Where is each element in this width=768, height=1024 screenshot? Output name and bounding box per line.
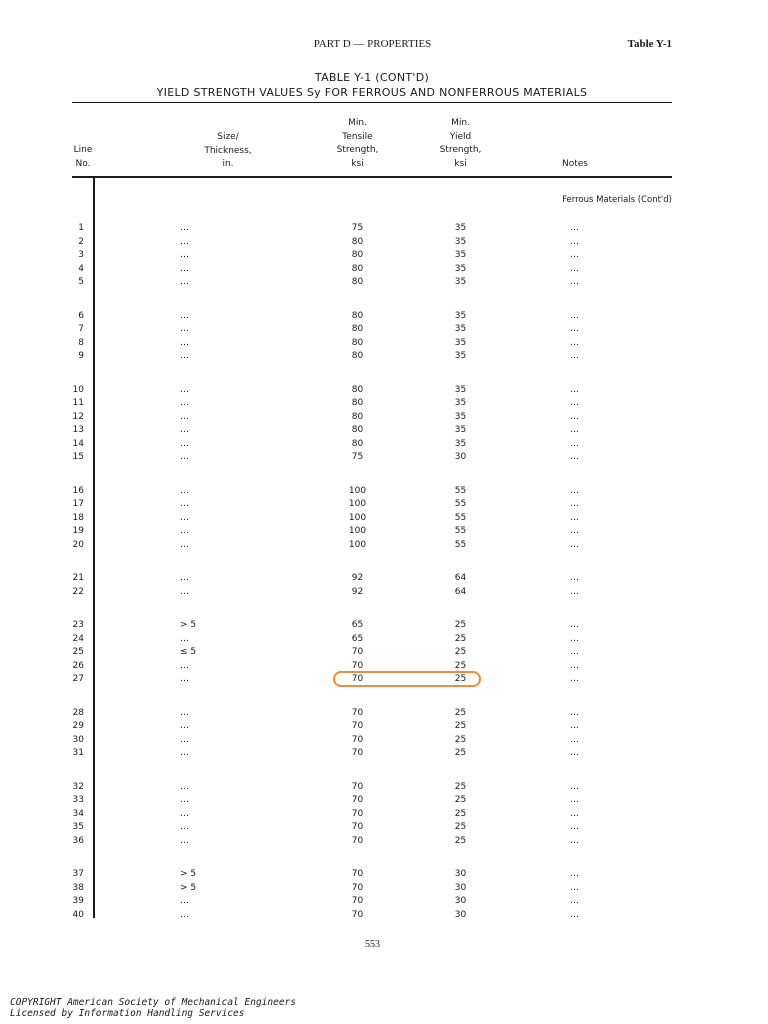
size-cell: … bbox=[180, 660, 189, 671]
size-cell: … bbox=[180, 721, 189, 731]
line-no-cell: 10 bbox=[72, 384, 84, 395]
size-cell: … bbox=[180, 384, 189, 395]
notes-cell: … bbox=[570, 411, 579, 422]
notes-cell: … bbox=[570, 337, 579, 348]
tensile-cell: 92 bbox=[351, 586, 364, 597]
line-no-cell: 6 bbox=[78, 310, 84, 321]
yield-cell: 25 bbox=[454, 734, 467, 745]
line-no-cell: 24 bbox=[72, 633, 84, 644]
col-header-size-2: Thickness, bbox=[204, 145, 252, 156]
tensile-cell: 70 bbox=[351, 896, 364, 906]
table-title: TABLE Y-1 (CONT'D) bbox=[314, 71, 430, 84]
notes-cell: … bbox=[570, 808, 579, 819]
top-rule bbox=[72, 102, 672, 103]
notes-cell: … bbox=[570, 781, 579, 792]
line-no-cell: 28 bbox=[72, 707, 84, 718]
notes-cell: … bbox=[570, 721, 579, 731]
notes-cell: … bbox=[570, 351, 579, 361]
tensile-cell: 80 bbox=[351, 384, 364, 395]
header-rule bbox=[72, 176, 672, 178]
line-no-cell: 35 bbox=[72, 822, 84, 832]
size-cell: … bbox=[180, 250, 189, 260]
notes-cell: … bbox=[570, 660, 579, 671]
tensile-cell: 80 bbox=[351, 425, 364, 435]
tensile-cell: 100 bbox=[348, 499, 367, 509]
tensile-cell: 80 bbox=[351, 351, 364, 361]
notes-cell: … bbox=[570, 647, 579, 657]
size-cell: … bbox=[180, 795, 189, 805]
tensile-cell: 70 bbox=[351, 869, 364, 879]
yield-cell: 25 bbox=[454, 795, 467, 805]
notes-cell: … bbox=[570, 707, 579, 718]
notes-cell: … bbox=[570, 734, 579, 745]
line-no-cell: 14 bbox=[72, 438, 84, 449]
section-label: Ferrous Materials (Cont'd) bbox=[562, 195, 672, 205]
size-cell: … bbox=[180, 748, 189, 758]
yield-cell: 25 bbox=[454, 822, 467, 832]
size-cell: > 5 bbox=[180, 869, 197, 879]
col-header-tensile-2: Tensile bbox=[342, 131, 373, 142]
line-no-cell: 1 bbox=[78, 223, 84, 233]
yield-cell: 64 bbox=[454, 586, 467, 597]
tensile-cell: 80 bbox=[351, 310, 364, 321]
yield-cell: 35 bbox=[454, 263, 467, 274]
part-title: PART D — PROPERTIES bbox=[313, 38, 432, 50]
size-cell: … bbox=[180, 822, 189, 832]
col-header-yield-3: Strength, bbox=[439, 145, 482, 155]
size-cell: … bbox=[180, 526, 189, 536]
size-cell: … bbox=[180, 734, 189, 745]
yield-cell: 30 bbox=[454, 909, 467, 920]
col-header-size-3: in. bbox=[222, 159, 234, 169]
line-no-cell: 26 bbox=[72, 660, 84, 671]
yield-cell: 25 bbox=[454, 633, 467, 644]
notes-cell: … bbox=[570, 526, 579, 536]
tensile-cell: 80 bbox=[351, 277, 364, 287]
yield-cell: 25 bbox=[454, 620, 467, 630]
line-no-cell: 38 bbox=[72, 882, 84, 893]
notes-cell: … bbox=[570, 263, 579, 274]
col-header-yield-2: Yield bbox=[449, 131, 472, 142]
page-number: 553 bbox=[365, 939, 380, 950]
tensile-cell: 75 bbox=[351, 452, 364, 462]
tensile-cell: 100 bbox=[348, 539, 367, 550]
notes-cell: … bbox=[570, 909, 579, 920]
size-cell: … bbox=[180, 411, 189, 422]
size-cell: … bbox=[180, 263, 189, 274]
notes-cell: … bbox=[570, 485, 579, 496]
tensile-cell: 100 bbox=[348, 512, 367, 523]
yield-cell: 30 bbox=[454, 896, 467, 906]
yield-cell: 25 bbox=[454, 808, 467, 819]
tensile-cell: 65 bbox=[351, 620, 364, 630]
col-header-tensile bbox=[320, 117, 395, 171]
yield-cell: 25 bbox=[454, 674, 467, 684]
line-no-cell: 33 bbox=[72, 795, 84, 805]
line-no-cell: 21 bbox=[72, 573, 84, 583]
notes-cell: … bbox=[570, 674, 579, 684]
yield-cell: 30 bbox=[454, 882, 467, 893]
line-no-cell: 4 bbox=[78, 263, 84, 274]
line-no-cell: 7 bbox=[78, 324, 84, 334]
col-header-line-no-1: Line bbox=[73, 145, 93, 155]
size-cell: … bbox=[180, 573, 189, 583]
tensile-cell: 80 bbox=[351, 236, 364, 247]
yield-cell: 25 bbox=[454, 707, 467, 718]
notes-cell: … bbox=[570, 499, 579, 509]
yield-cell: 55 bbox=[454, 526, 467, 536]
tensile-cell: 70 bbox=[351, 647, 364, 657]
size-cell: … bbox=[180, 236, 189, 247]
size-cell: > 5 bbox=[180, 620, 197, 630]
size-cell: … bbox=[180, 909, 189, 920]
size-cell: … bbox=[180, 586, 189, 597]
line-no-cell: 25 bbox=[72, 647, 84, 657]
size-cell: … bbox=[180, 808, 189, 819]
col-header-tensile-3: Strength, bbox=[336, 145, 379, 155]
yield-cell: 30 bbox=[454, 869, 467, 879]
size-cell: … bbox=[180, 512, 189, 523]
notes-cell: … bbox=[570, 425, 579, 435]
size-cell: ≤ 5 bbox=[180, 647, 197, 657]
yield-cell: 35 bbox=[454, 384, 467, 395]
line-no-cell: 37 bbox=[72, 869, 84, 879]
notes-cell: … bbox=[570, 869, 579, 879]
tensile-cell: 65 bbox=[351, 633, 364, 644]
notes-cell: … bbox=[570, 620, 579, 630]
size-cell: … bbox=[180, 277, 189, 287]
notes-cell: … bbox=[570, 310, 579, 321]
yield-cell: 25 bbox=[454, 647, 467, 657]
col-header-yield bbox=[423, 117, 498, 171]
size-cell: … bbox=[180, 707, 189, 718]
size-cell: … bbox=[180, 398, 189, 408]
line-no-cell: 12 bbox=[72, 411, 84, 422]
yield-cell: 35 bbox=[454, 411, 467, 422]
tensile-cell: 70 bbox=[351, 748, 364, 758]
yield-cell: 35 bbox=[454, 398, 467, 408]
col-header-size-1: Size/ bbox=[217, 132, 239, 142]
yield-cell: 25 bbox=[454, 721, 467, 731]
col-header-yield-4: ksi bbox=[454, 158, 467, 169]
line-no-cell: 15 bbox=[72, 452, 84, 462]
notes-cell: … bbox=[570, 586, 579, 597]
yield-cell: 35 bbox=[454, 438, 467, 449]
notes-cell: … bbox=[570, 795, 579, 805]
line-no-cell: 17 bbox=[72, 499, 84, 509]
tensile-cell: 80 bbox=[351, 337, 364, 348]
size-cell: … bbox=[180, 223, 189, 233]
yield-cell: 55 bbox=[454, 539, 467, 550]
tensile-cell: 80 bbox=[351, 324, 364, 334]
footer-license: Licensed by Information Handling Services bbox=[10, 1008, 245, 1019]
line-no-cell: 36 bbox=[72, 835, 84, 846]
size-cell: … bbox=[180, 633, 189, 644]
yield-cell: 35 bbox=[454, 324, 467, 334]
size-cell: … bbox=[180, 452, 189, 462]
line-no-cell: 2 bbox=[78, 236, 84, 247]
col-header-tensile-1: Min. bbox=[348, 118, 367, 128]
line-no-cell: 9 bbox=[78, 351, 84, 361]
notes-cell: … bbox=[570, 539, 579, 550]
table-subtitle: YIELD STRENGTH VALUES Sy FOR FERROUS AND NONFERROUS MATERIALS bbox=[156, 86, 588, 99]
tensile-cell: 70 bbox=[351, 660, 364, 671]
notes-cell: … bbox=[570, 633, 579, 644]
yield-cell: 55 bbox=[454, 499, 467, 509]
notes-cell: … bbox=[570, 250, 579, 260]
tensile-cell: 100 bbox=[348, 485, 367, 496]
size-cell: … bbox=[180, 674, 189, 684]
line-no-cell: 40 bbox=[72, 909, 84, 920]
line-no-cell: 22 bbox=[72, 586, 84, 597]
tensile-cell: 70 bbox=[351, 707, 364, 718]
line-no-divider bbox=[93, 178, 95, 918]
line-no-cell: 39 bbox=[72, 896, 84, 906]
yield-cell: 25 bbox=[454, 835, 467, 846]
size-cell: … bbox=[180, 310, 189, 321]
line-no-cell: 29 bbox=[72, 721, 84, 731]
tensile-cell: 70 bbox=[351, 781, 364, 792]
col-header-size bbox=[188, 131, 268, 172]
size-cell: … bbox=[180, 539, 189, 550]
line-no-cell: 18 bbox=[72, 512, 84, 523]
col-header-tensile-4: ksi bbox=[351, 158, 364, 169]
line-no-cell: 3 bbox=[78, 250, 84, 260]
size-cell: … bbox=[180, 781, 189, 792]
col-header-notes bbox=[545, 158, 605, 172]
notes-cell: … bbox=[570, 324, 579, 334]
tensile-cell: 75 bbox=[351, 223, 364, 233]
line-no-cell: 16 bbox=[72, 485, 84, 496]
line-no-cell: 32 bbox=[72, 781, 84, 792]
line-no-cell: 30 bbox=[72, 734, 84, 745]
size-cell: … bbox=[180, 485, 189, 496]
tensile-cell: 92 bbox=[351, 573, 364, 583]
yield-cell: 55 bbox=[454, 485, 467, 496]
notes-cell: … bbox=[570, 236, 579, 247]
notes-cell: … bbox=[570, 896, 579, 906]
yield-cell: 35 bbox=[454, 236, 467, 247]
yield-cell: 35 bbox=[454, 337, 467, 348]
tensile-cell: 70 bbox=[351, 721, 364, 731]
col-header-line-no-2: No. bbox=[75, 158, 91, 169]
size-cell: … bbox=[180, 438, 189, 449]
tensile-cell: 80 bbox=[351, 250, 364, 260]
line-no-cell: 8 bbox=[78, 337, 84, 348]
notes-cell: … bbox=[570, 512, 579, 523]
tensile-cell: 80 bbox=[351, 398, 364, 408]
line-no-cell: 23 bbox=[72, 620, 84, 630]
line-no-cell: 5 bbox=[78, 277, 84, 287]
tensile-cell: 70 bbox=[351, 822, 364, 832]
size-cell: … bbox=[180, 324, 189, 334]
footer-copyright: COPYRIGHT American Society of Mechanical Engineers bbox=[10, 997, 296, 1008]
notes-cell: … bbox=[570, 398, 579, 408]
line-no-cell: 20 bbox=[72, 539, 84, 550]
tensile-cell: 70 bbox=[351, 808, 364, 819]
col-header-line-no bbox=[60, 144, 106, 171]
line-no-cell: 31 bbox=[72, 748, 84, 758]
yield-cell: 64 bbox=[454, 573, 467, 583]
line-no-cell: 34 bbox=[72, 808, 84, 819]
tensile-cell: 80 bbox=[351, 263, 364, 274]
size-cell: … bbox=[180, 835, 189, 846]
tensile-cell: 70 bbox=[351, 882, 364, 893]
tensile-cell: 70 bbox=[351, 795, 364, 805]
size-cell: … bbox=[180, 425, 189, 435]
annotation-highlight bbox=[333, 671, 481, 687]
yield-cell: 25 bbox=[454, 660, 467, 671]
yield-cell: 35 bbox=[454, 250, 467, 260]
table-label: Table Y-1 bbox=[627, 38, 672, 50]
yield-cell: 35 bbox=[454, 277, 467, 287]
notes-cell: … bbox=[570, 835, 579, 846]
notes-cell: … bbox=[570, 748, 579, 758]
size-cell: … bbox=[180, 499, 189, 509]
line-no-cell: 19 bbox=[72, 526, 84, 536]
size-cell: … bbox=[180, 896, 189, 906]
tensile-cell: 80 bbox=[351, 411, 364, 422]
notes-cell: … bbox=[570, 822, 579, 832]
notes-cell: … bbox=[570, 223, 579, 233]
yield-cell: 55 bbox=[454, 512, 467, 523]
notes-cell: … bbox=[570, 277, 579, 287]
yield-cell: 30 bbox=[454, 452, 467, 462]
tensile-cell: 70 bbox=[351, 734, 364, 745]
yield-cell: 35 bbox=[454, 310, 467, 321]
yield-cell: 35 bbox=[454, 223, 467, 233]
size-cell: > 5 bbox=[180, 882, 197, 893]
notes-cell: … bbox=[570, 438, 579, 449]
yield-cell: 35 bbox=[454, 425, 467, 435]
size-cell: … bbox=[180, 337, 189, 348]
size-cell: … bbox=[180, 351, 189, 361]
notes-cell: … bbox=[570, 384, 579, 395]
tensile-cell: 70 bbox=[351, 674, 364, 684]
line-no-cell: 13 bbox=[72, 425, 84, 435]
tensile-cell: 70 bbox=[351, 835, 364, 846]
notes-cell: … bbox=[570, 452, 579, 462]
col-header-yield-1: Min. bbox=[451, 118, 470, 128]
yield-cell: 35 bbox=[454, 351, 467, 361]
yield-cell: 25 bbox=[454, 781, 467, 792]
line-no-cell: 27 bbox=[72, 674, 84, 684]
tensile-cell: 100 bbox=[348, 526, 367, 536]
notes-cell: … bbox=[570, 573, 579, 583]
notes-cell: … bbox=[570, 882, 579, 893]
tensile-cell: 80 bbox=[351, 438, 364, 449]
tensile-cell: 70 bbox=[351, 909, 364, 920]
yield-cell: 25 bbox=[454, 748, 467, 758]
line-no-cell: 11 bbox=[72, 398, 84, 408]
col-header-notes-1: Notes bbox=[562, 159, 588, 169]
